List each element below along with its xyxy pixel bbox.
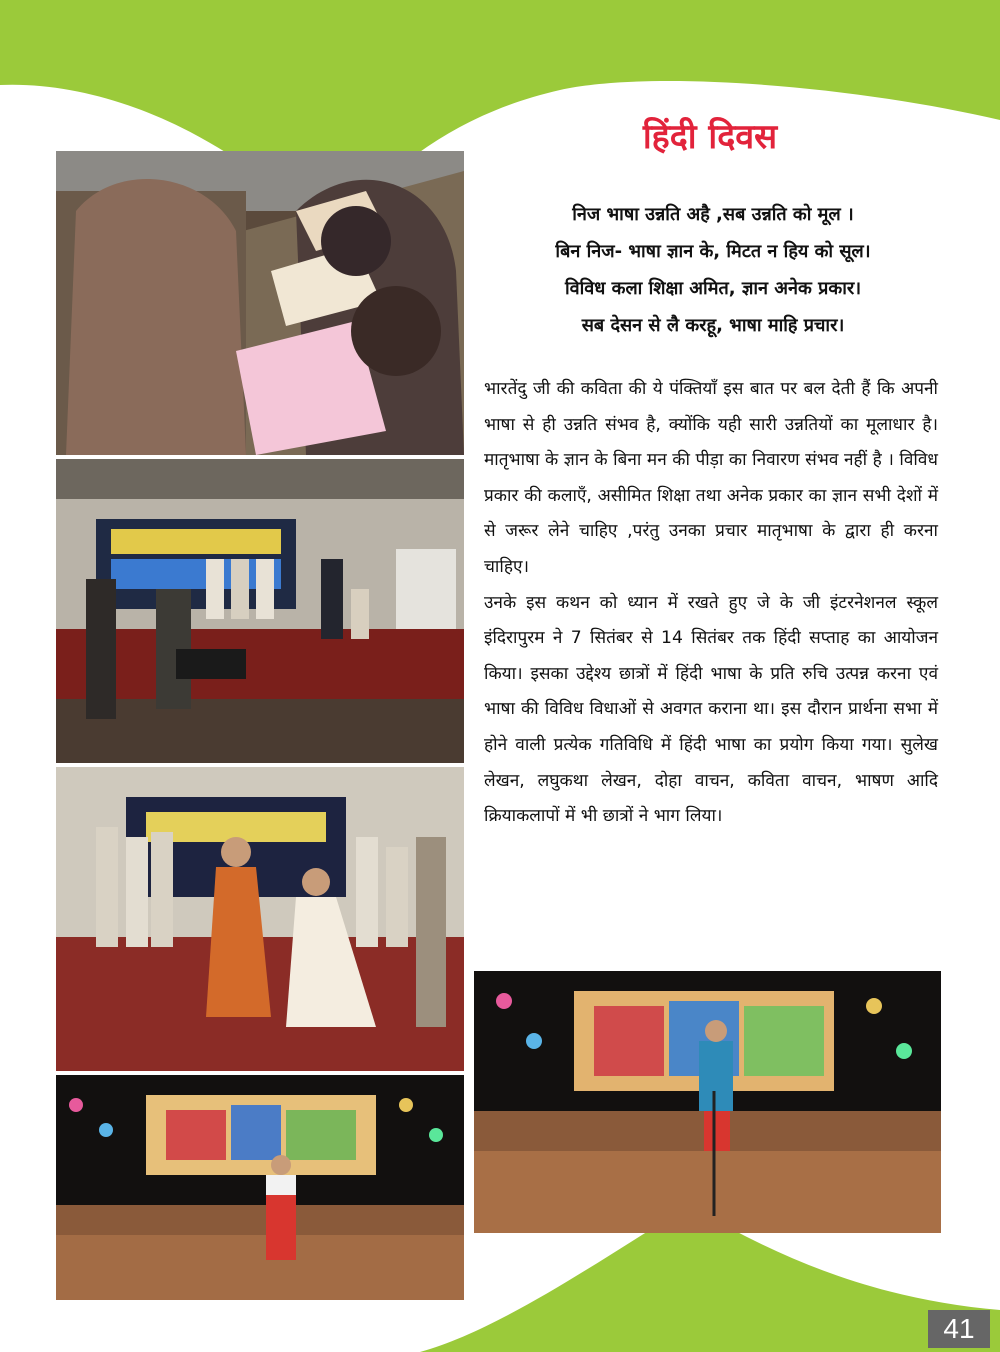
photo-boy-speaking-left bbox=[56, 1075, 464, 1300]
photo-assembly-stage bbox=[56, 459, 464, 763]
paragraph: भारतेंदु जी की कविता की ये पंक्तियाँ इस बात पर बल देती हैं कि अपनी भाषा से ही उन्नति संभव है, क्योंकि यही सारी उन्नतियों का मूलाधार है। मातृभाषा के ज्ञान के बिना मन की पीड़ा का निवारण संभव नहीं है । विविध प्रकार की कलाएँ, असीमित शिक्षा तथा अनेक प्रकार का ज्ञान सभी देशों में से जरूर लेने चाहिए ,परंतु उनका प्रचार मातृभाषा के द्वारा ही करना चाहिए। bbox=[484, 379, 938, 577]
poem-block bbox=[478, 196, 948, 344]
photo-students-writing bbox=[56, 151, 464, 455]
poem-line: निज भाषा उन्नति अहै ,सब उन्नति को मूल । bbox=[572, 204, 854, 225]
page-title: हिंदी दिवस bbox=[642, 117, 778, 157]
page-number: 41 bbox=[928, 1310, 990, 1348]
article-body bbox=[484, 372, 938, 835]
poem-line: सब देसन से लै करहू, भाषा माहि प्रचार। bbox=[581, 315, 845, 336]
poem-line: विविध कला शिक्षा अमित, ज्ञान अनेक प्रकार। bbox=[564, 278, 862, 299]
photo-costume-performance bbox=[56, 767, 464, 1071]
photo-boy-speaking-right bbox=[474, 971, 941, 1233]
poem-line: बिन निज- भाषा ज्ञान के, मिटत न हिय को सूल। bbox=[555, 241, 871, 262]
paragraph: उनके इस कथन को ध्यान में रखते हुए जे के जी इंटरनेशनल स्कूल इंदिरापुरम ने 7 सितंबर से 14 सितंबर तक हिंदी सप्ताह का आयोजन किया। इसका उद्देश्य छात्रों में हिंदी भाषा के प्रति रुचि उत्पन्न करना एवं भाषा की विविध विधाओं से अवगत कराना था। इस दौरान प्रार्थना सभा में होने वाली प्रत्येक गतिविधि में हिंदी भाषा का प्रयोग किया गया। सुलेख लेखन, लघुकथा लेखन, दोहा वाचन, कविता वाचन, भाषण आदि क्रियाकलापों में भी छात्रों ने भाग लिया। bbox=[484, 592, 938, 827]
